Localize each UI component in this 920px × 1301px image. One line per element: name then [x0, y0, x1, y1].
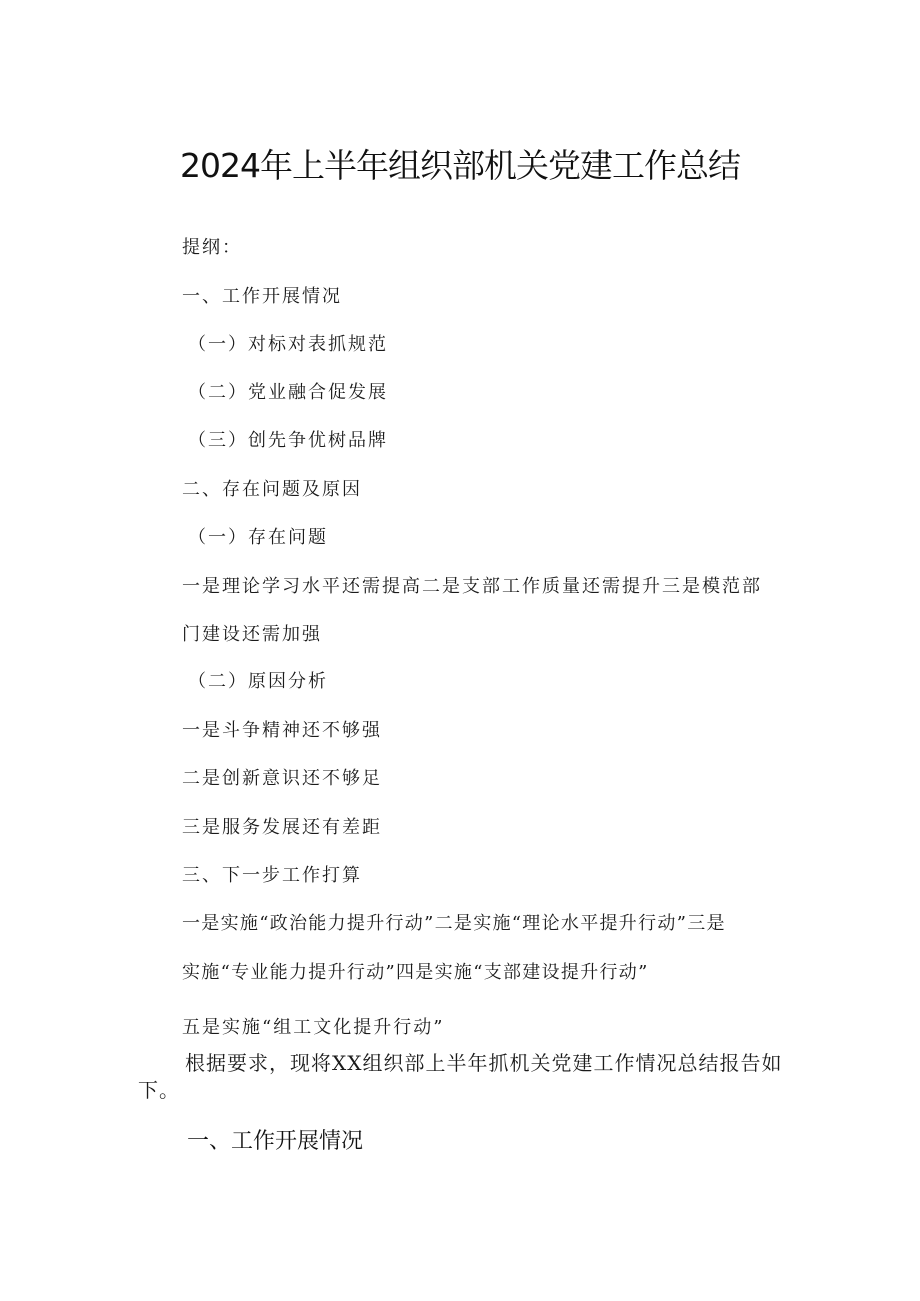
outline-text: 实施“专业能力提升行动”四是实施“支部建设提升行动”: [182, 962, 649, 983]
intro-paragraph: 根据要求，现将XX组织部上半年抓机关党建工作情况总结报告如下。: [138, 1051, 783, 1102]
outline-subitem: （二）原因分析: [188, 671, 328, 692]
outline-text: 一是理论学习水平还需提高二是支部工作质量还需提升三是模范部: [182, 576, 762, 597]
outline-heading-2: 二、存在问题及原因: [182, 479, 362, 500]
section-heading: 一、工作开展情况: [187, 1129, 364, 1154]
outline-heading-3: 三、下一步工作打算: [182, 865, 362, 886]
outline-label: 提纲：: [182, 237, 242, 258]
outline-subitem: （一）存在问题: [188, 527, 328, 548]
outline-text: 一是斗争精神还不够强: [182, 720, 382, 741]
outline-text: 五是实施“组工文化提升行动”: [182, 1017, 445, 1038]
outline-text: 三是服务发展还有差距: [182, 817, 382, 838]
outline-text: 一是实施“政治能力提升行动”二是实施“理论水平提升行动”三是: [182, 913, 726, 934]
outline-subitem: （三）创先争优树品牌: [188, 430, 388, 451]
outline-text: 二是创新意识还不够足: [182, 768, 382, 789]
outline-heading-1: 一、工作开展情况: [182, 286, 342, 307]
outline-subitem: （二）党业融合促发展: [188, 382, 388, 403]
outline-text: 门建设还需加强: [182, 624, 322, 645]
document-title: 2024年上半年组织部机关党建工作总结: [180, 146, 740, 185]
outline-subitem: （一）对标对表抓规范: [188, 334, 388, 355]
